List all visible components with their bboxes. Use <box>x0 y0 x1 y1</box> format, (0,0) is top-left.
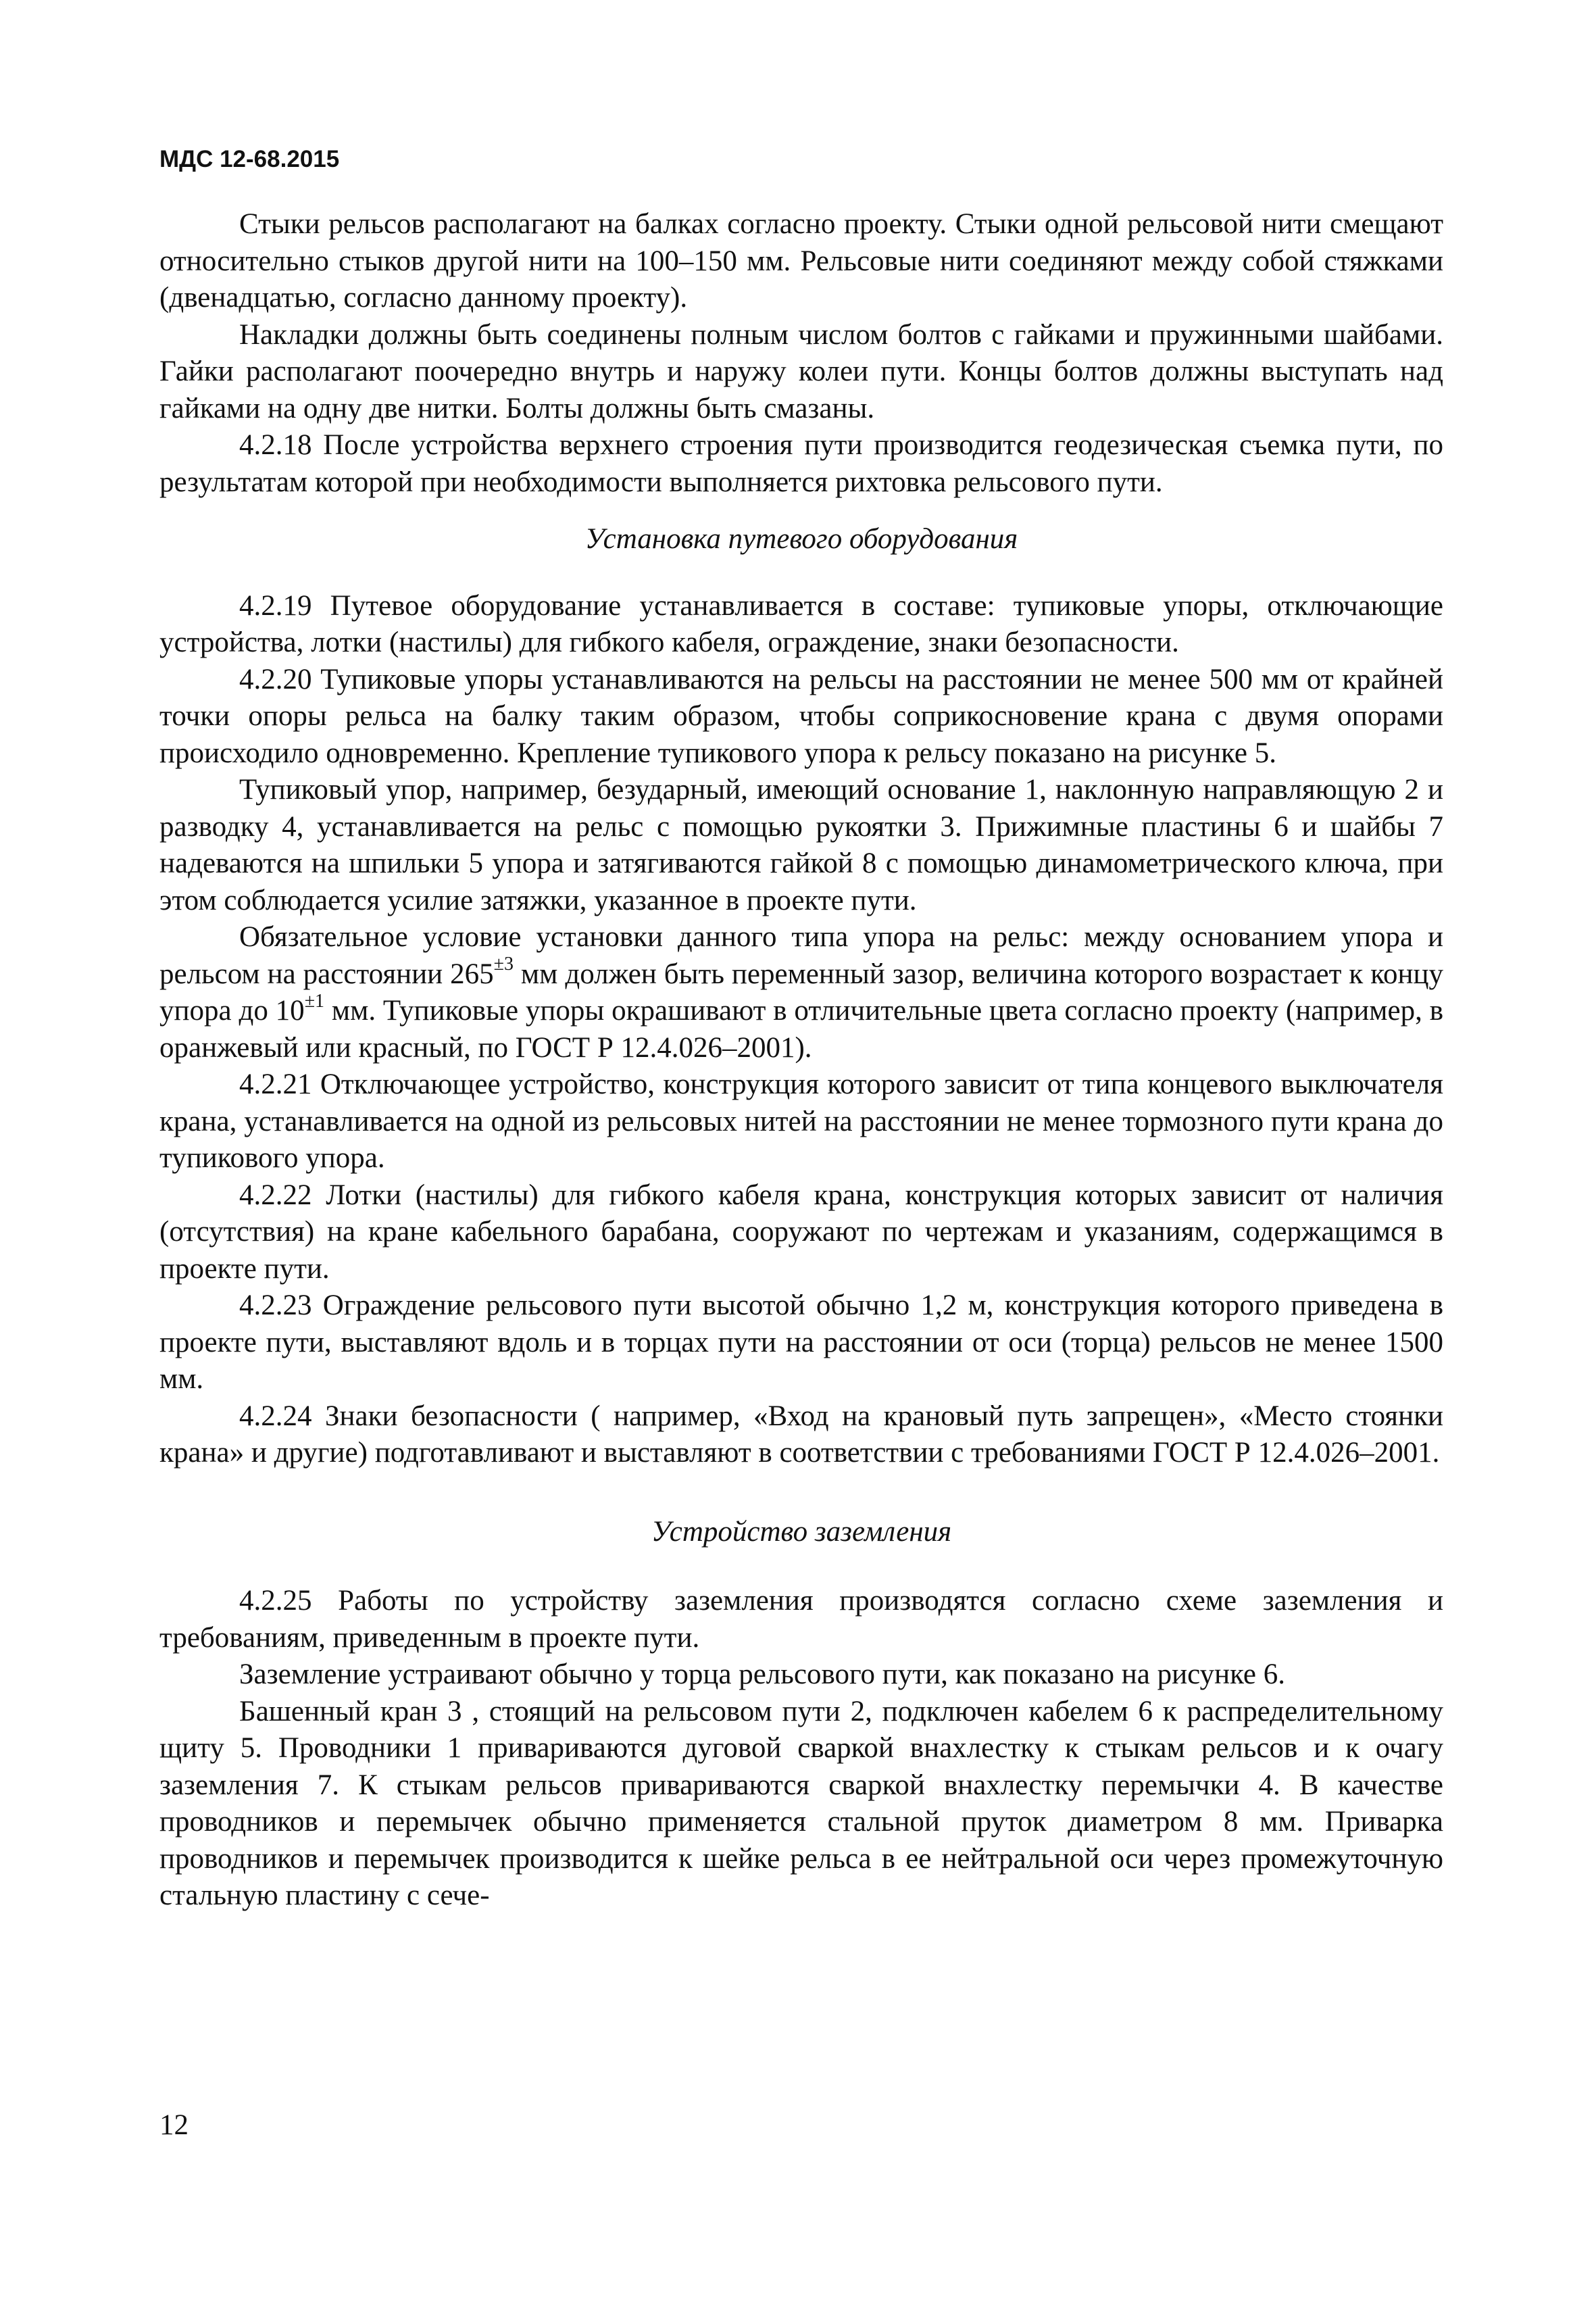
page-number: 12 <box>159 2109 189 2141</box>
document-header: МДС 12-68.2015 <box>159 146 340 172</box>
text-run: мм. Тупиковые упоры окрашивают в отличительные цвета согласно проекту (например, в оранжевый или красный, по ГОСТ Р 12.4.026–2001). <box>159 995 1443 1064</box>
paragraph: 4.2.25 Работы по устройству заземления производятся согласно схеме заземления и требованиям, приведенным в проекте пути. <box>159 1585 1443 1654</box>
paragraph: Башенный кран 3 , стоящий на рельсовом пути 2, подключен кабелем 6 к распределительному щиту 5. Проводники 1 привариваются дуговой сваркой внахлестку к стыкам рельсов и к очагу заземления 7. К стыкам рельсов привариваются сваркой внахлестку перемычки 4. В качестве проводников и перемычек обычно применяется стальной пруток диаметром 8 мм. Приварка проводников и перемычек производится к шейке рельса в ее нейтральной оси через промежуточную стальную пластину с сече- <box>159 1695 1443 1911</box>
paragraph: 4.2.20 Тупиковые упоры устанавливаются на рельсы на расстоянии не менее 500 мм от крайней точки опоры рельса на балку таким образом, чтобы соприкосновение крана с двумя опорами происходило одновременно. Крепление тупикового упора к рельсу показано на рисунке 5. <box>159 663 1443 769</box>
document-body <box>159 206 1443 1915</box>
superscript: ±3 <box>493 954 514 975</box>
paragraph: 4.2.24 Знаки безопасности ( например, «Вход на крановый путь запрещен», «Место стоянки крана» и другие) подготавливают и выставляют в соответствии с требованиями ГОСТ Р 12.4.026–2001. <box>159 1400 1443 1469</box>
paragraph: 4.2.19 Путевое оборудование устанавливается в составе: тупиковые упоры, отключающие устройства, лотки (настилы) для гибкого кабеля, ограждение, знаки безопасности. <box>159 589 1443 658</box>
paragraph: 4.2.21 Отключающее устройство, конструкция которого зависит от типа концевого выключателя крана, устанавливается на одной из рельсовых нитей на расстоянии не менее тормозного пути крана до тупикового упора. <box>159 1068 1443 1174</box>
text-run: Обязательное условие установки данного типа упора на рельс: между основанием упора и рельсом на расстоянии 265 <box>159 921 1443 990</box>
section-heading: Установка путевого оборудования <box>584 523 1018 555</box>
paragraph: 4.2.18 После устройства верхнего строения пути производится геодезическая съемка пути, по результатам которой при необходимости выполняется рихтовка рельсового пути. <box>159 429 1443 498</box>
paragraph: 4.2.22 Лотки (настилы) для гибкого кабеля крана, конструкция которых зависит от наличия (отсутствия) на кране кабельного барабана, сооружают по чертежам и указаниям, содержащимся в проекте пути. <box>159 1179 1443 1285</box>
superscript: ±1 <box>304 990 325 1012</box>
paragraph: Заземление устраивают обычно у торца рельсового пути, как показано на рисунке 6. <box>239 1658 1286 1690</box>
paragraph: Тупиковый упор, например, безударный, имеющий основание 1, наклонную направляющую 2 и разводку 4, устанавливается на рельс с помощью рукоятки 3. Прижимные пластины 6 и шайбы 7 надеваются на шпильки 5 упора и затягиваются гайкой 8 с помощью динамометрического ключа, при этом соблюдается усилие затяжки, указанное в проекте пути. <box>159 774 1443 916</box>
paragraph: 4.2.23 Ограждение рельсового пути высотой обычно 1,2 м, конструкция которого приведена в проекте пути, выставляют вдоль и в торцах пути на расстоянии от оси (торца) рельсов не менее 1500 мм. <box>159 1289 1443 1395</box>
paragraph: Стыки рельсов располагают на балках согласно проекту. Стыки одной рельсовой нити смещают относительно стыков другой нити на 100–150 мм. Рельсовые нити соединяют между собой стяжками (двенадцатью, согласно данному проекту). <box>159 208 1443 314</box>
paragraph-with-superscripts <box>159 919 1443 1066</box>
paragraph: Накладки должны быть соединены полным числом болтов с гайками и пружинными шайбами. Гайки располагают поочередно внутрь и наружу колеи пути. Концы болтов должны выступать над гайками на одну две нитки. Болты должны быть смазаны. <box>159 318 1443 424</box>
section-heading: Устройство заземления <box>651 1515 952 1548</box>
text-run: мм должен быть переменный зазор, величина которого возрастает к концу упора до 10 <box>159 958 1443 1027</box>
